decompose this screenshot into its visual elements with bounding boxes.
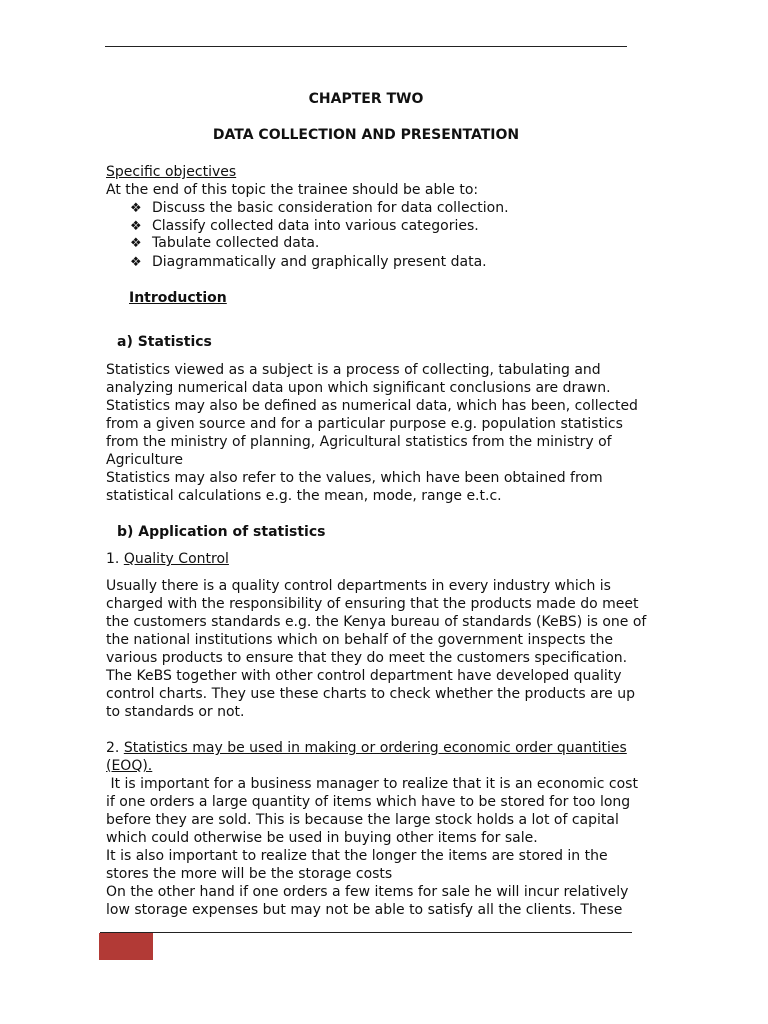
- diamond-bullet-icon: ❖: [130, 255, 142, 270]
- eoq-line: On the other hand if one orders a few items for sale he will incur relatively: [106, 884, 629, 900]
- quality-line: to standards or not.: [106, 704, 245, 720]
- objective-text: Discuss the basic consideration for data collection.: [152, 200, 509, 216]
- application-heading: b) Application of statistics: [117, 524, 326, 540]
- statistics-line: statistical calculations e.g. the mean, mode, range e.t.c.: [106, 488, 502, 504]
- header-rule: [105, 46, 627, 47]
- quality-line: the national institutions which on behalf of the government inspects the: [106, 632, 613, 648]
- eoq-heading: [106, 739, 627, 757]
- objective-text: Diagrammatically and graphically present data.: [152, 254, 487, 270]
- statistics-line: from the ministry of planning, Agricultural statistics from the ministry of: [106, 434, 612, 450]
- objective-item: [130, 253, 487, 272]
- quality-control-title: Quality Control: [123, 551, 229, 567]
- eoq-line: before they are sold. This is because the large stock holds a lot of capital: [106, 812, 619, 828]
- item-number: 1.: [106, 551, 124, 567]
- introduction-heading: Introduction: [129, 290, 227, 306]
- eoq-line: if one orders a large quantity of items which have to be stored for too long: [106, 794, 631, 810]
- eoq-line: It is important for a business manager to realize that it is an economic cost: [106, 776, 638, 792]
- statistics-line: from a given source and for a particular purpose e.g. population statistics: [106, 416, 623, 432]
- chapter-title: CHAPTER TWO: [308, 91, 424, 107]
- quality-line: charged with the responsibility of ensuring that the products made do meet: [106, 596, 639, 612]
- statistics-line: Agriculture: [106, 452, 183, 468]
- quality-line: the customers standards e.g. the Kenya bureau of standards (KeBS) is one of: [106, 614, 647, 630]
- quality-line: Usually there is a quality control departments in every industry which is: [106, 578, 611, 594]
- diamond-bullet-icon: ❖: [130, 201, 142, 216]
- objectives-heading: Specific objectives: [106, 164, 237, 180]
- eoq-line: stores the more will be the storage costs: [106, 866, 393, 882]
- statistics-heading: a) Statistics: [117, 334, 212, 350]
- footer-rule: [100, 932, 632, 933]
- eoq-line: It is also important to realize that the longer the items are stored in the: [106, 848, 608, 864]
- statistics-line: Statistics viewed as a subject is a process of collecting, tabulating and: [106, 362, 601, 378]
- section-title: DATA COLLECTION AND PRESENTATION: [212, 127, 520, 143]
- statistics-line: Statistics may also be defined as numerical data, which has been, collected: [106, 398, 638, 414]
- quality-line: The KeBS together with other control department have developed quality: [106, 668, 622, 684]
- item-number: 2.: [106, 740, 124, 756]
- quality-line: various products to ensure that they do meet the customers specification.: [106, 650, 628, 666]
- eoq-line: which could otherwise be used in buying other items for sale.: [106, 830, 538, 846]
- eoq-title-line: (EOQ).: [106, 758, 153, 774]
- quality-control-heading: [106, 550, 229, 568]
- diamond-bullet-icon: ❖: [130, 219, 142, 234]
- diamond-bullet-icon: ❖: [130, 236, 142, 251]
- eoq-line: low storage expenses but may not be able to satisfy all the clients. These: [106, 902, 623, 918]
- objective-text: Tabulate collected data.: [152, 235, 320, 251]
- objective-item: [130, 199, 509, 218]
- statistics-line: analyzing numerical data upon which significant conclusions are drawn.: [106, 380, 611, 396]
- objectives-intro: At the end of this topic the trainee should be able to:: [106, 182, 479, 198]
- quality-line: control charts. They use these charts to check whether the products are up: [106, 686, 635, 702]
- footer-page-block: [99, 933, 153, 960]
- objective-item: [130, 234, 319, 253]
- eoq-title-line: Statistics may be used in making or ordering economic order quantities: [123, 740, 627, 756]
- statistics-line: Statistics may also refer to the values, which have been obtained from: [106, 470, 603, 486]
- objective-text: Classify collected data into various categories.: [152, 218, 479, 234]
